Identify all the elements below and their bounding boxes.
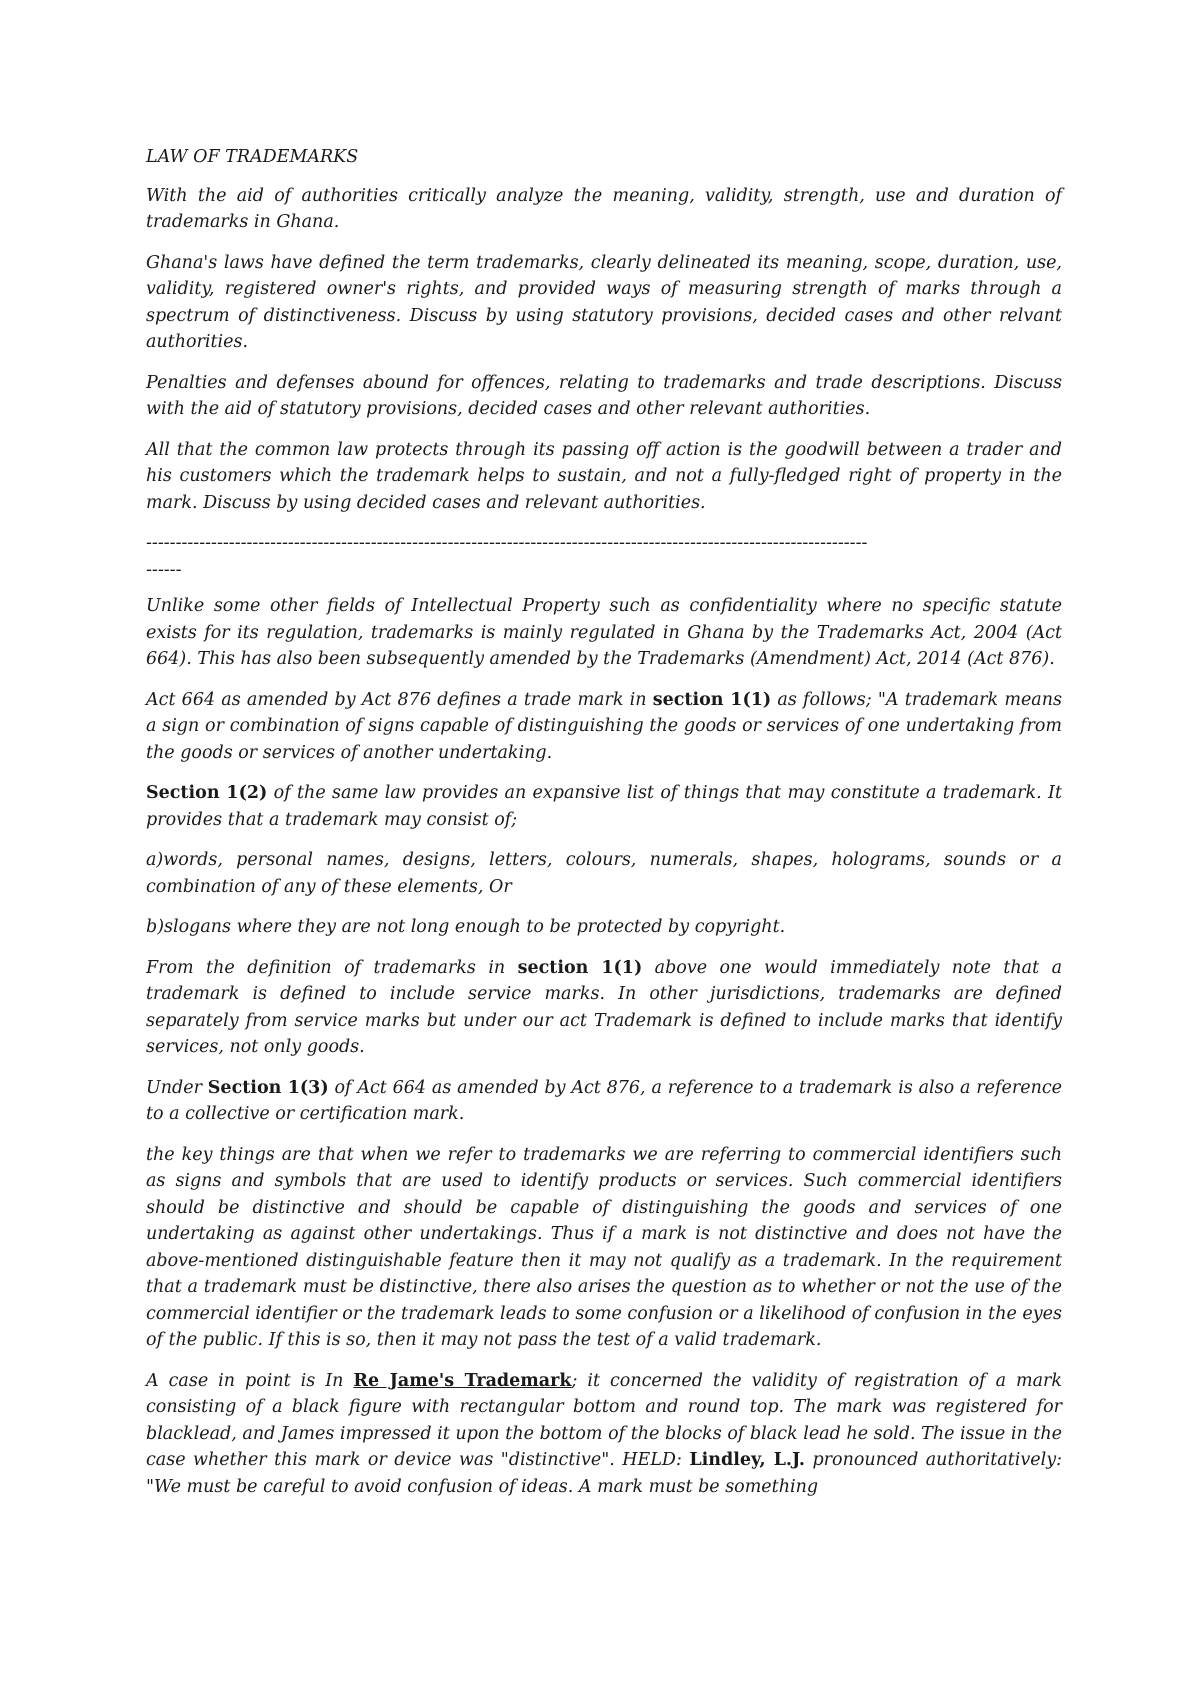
paragraph-6 xyxy=(146,955,1062,1061)
separator-dashes-2: ------ xyxy=(146,559,182,580)
judge-name: Lindley, L.J. xyxy=(689,1450,806,1470)
paragraph-2-text-c: as follows; "A trademark means a sign or combination of signs capable of distinguishing the goods or services of one undertaking from the goods or services of another undertaking. xyxy=(146,689,1062,763)
paragraph-9 xyxy=(146,1368,1062,1501)
paragraph-7-text-a: Under xyxy=(146,1077,208,1098)
question-4: All that the common law protects through its passing off action is the goodwill between a trader and his customers which the trademark helps to sustain, and not a fully-fledged right of property in the mark. Discuss by using decided cases and relevant authorities. xyxy=(146,439,1062,513)
case-name: Re Jame's Trademark xyxy=(353,1370,572,1391)
paragraph-9-text-c: ; it concerned the validity of registration of a mark consisting of a black figure with rectangular bottom and round top. The mark was registered for blacklead, and James impressed it upon the bottom of the blocks of black lead he sold. The issue in the case whether this mark or device was "distinctive". HELD: xyxy=(146,1370,1062,1470)
paragraph-8: the key things are that when we refer to trademarks we are referring to commercial identifiers such as signs and symbols that are used to identify products or services. Such commercial identifiers should be distinctive and should be capable of distinguishing the goods and services of one undertaking as against other undertakings. Thus if a mark is not distinctive and does not have the above-mentioned distinguishable feature then it may not qualify as a trademark. In the requirement that a trademark must be distinctive, there also arises the question as to whether or not the use of the commercial identifier or the trademark leads to some confusion or a likelihood of confusion in the eyes of the public. If this is so, then it may not pass the test of a valid trademark. xyxy=(146,1144,1062,1350)
paragraph-1: Unlike some other fields of Intellectual Property such as confidentiality where no specific statute exists for its regulation, trademarks is mainly regulated in Ghana by the Trademarks Act, 2004 (Act 664). This has also been subsequently amended by the Trademarks (Amendment) Act, 2014 (Act 876). xyxy=(146,596,1062,669)
paragraph-9-text-a: A case in point is In xyxy=(146,1370,354,1391)
paragraph-6-text-c: above one would immediately note that a trademark is defined to include service marks. In other jurisdictions, trademarks are defined separately from service marks but under our act Trademark is defined to include marks that identify services, not only goods. xyxy=(146,957,1062,1057)
separator-dashes-1: -------------------------------------------------------------------------------------------------------------------------- xyxy=(146,533,868,553)
paragraph-2 xyxy=(146,687,1062,767)
question-1: With the aid of authorities critically analyze the meaning, validity, strength, use and duration of trademarks in Ghana. xyxy=(146,185,1062,232)
paragraph-9-text-e: pronounced authoritatively: "We must be careful to avoid confusion of ideas. A mark must be something xyxy=(146,1450,1062,1497)
document-title: LAW OF TRADEMARKS xyxy=(146,147,359,167)
statute-reference: section 1(1) xyxy=(517,957,643,978)
separator-line xyxy=(146,530,1062,583)
paragraph-2-text-a: Act 664 as amended by Act 876 defines a trade mark in xyxy=(146,689,653,710)
paragraph-7 xyxy=(146,1075,1062,1128)
list-item-a: a)words, personal names, designs, letters, colours, numerals, shapes, holograms, sounds or a combination of any of these elements, Or xyxy=(146,850,1062,897)
paragraph-7-text-c: of Act 664 as amended by Act 876, a reference to a trademark is also a reference to a collective or certification mark. xyxy=(146,1077,1062,1124)
statute-reference: Section 1(2) xyxy=(146,783,268,803)
question-2: Ghana's laws have defined the term trademarks, clearly delineated its meaning, scope, duration, use, validity, registered owner's rights, and provided ways of measuring strength of marks through a spectrum of distinctiveness. Discuss by using statutory provisions, decided cases and other relvant authorities. xyxy=(146,252,1062,352)
paragraph-6-text-a: From the definition of trademarks in xyxy=(146,957,518,978)
paragraph-3-text-b: of the same law provides an expansive list of things that may constitute a trademark. It provides that a trademark may consist of; xyxy=(146,783,1062,830)
statute-reference: Section 1(3) xyxy=(207,1077,329,1098)
list-item-b: b)slogans where they are not long enough to be protected by copyright. xyxy=(146,917,786,937)
paragraph-3 xyxy=(146,780,1062,833)
question-3: Penalties and defenses abound for offences, relating to trademarks and trade descriptions. Discuss with the aid of statutory provisions, decided cases and other relevant authorities. xyxy=(146,372,1062,419)
statute-reference: section 1(1) xyxy=(652,689,772,710)
document-body xyxy=(146,144,1062,1514)
